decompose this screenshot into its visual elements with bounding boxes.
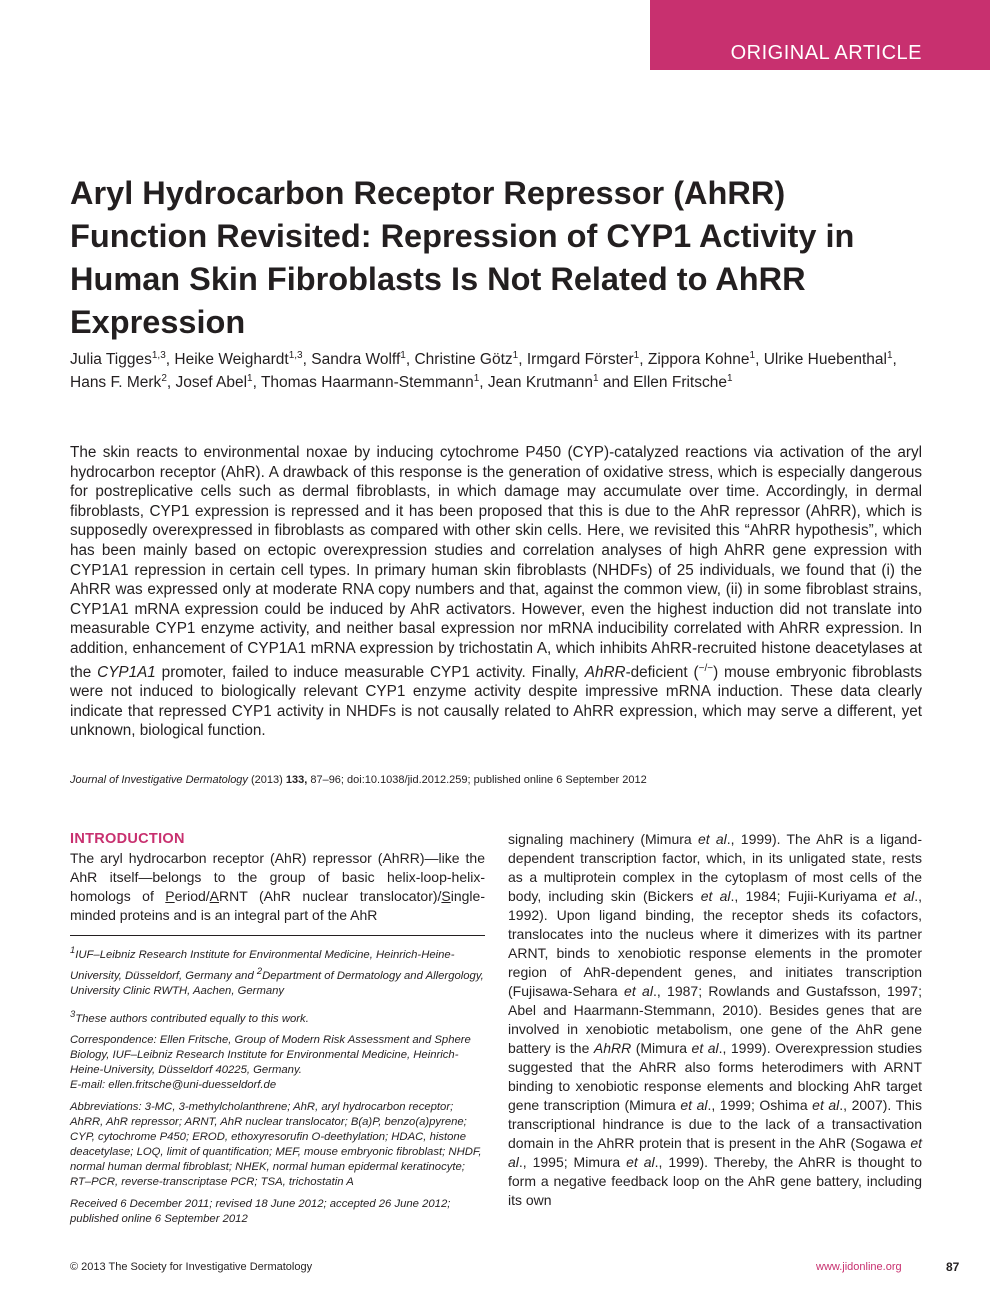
intro-underline-p: P [165, 888, 175, 904]
correspondence-text: Correspondence: Ellen Fritsche, Group of Modern Risk Assessment and Sphere Biology, IUF–Leibniz Research Institute for Environmental Medicine, Heinrich-Heine-University, Düsseldorf 40225, Germany. [70, 1034, 471, 1077]
intro-underline-s: S [441, 888, 451, 904]
author-name: Hans F. Merk [70, 374, 162, 391]
footer-website-link[interactable]: www.jidonline.org [816, 1261, 902, 1273]
author-name: Ulrike Huebenthal [763, 351, 887, 368]
correspondence-email-link[interactable]: E-mail: ellen.fritsche@uni-duesseldorf.de [70, 1079, 277, 1092]
intro-text-sim: ingle-minded proteins and is an integral part of the AhR [70, 888, 485, 923]
italic-text: AhRR [593, 1040, 632, 1056]
abstract-text-4: ) mouse embryonic fibroblasts were not induced to biologically relevant CYP1 enzyme activity despite impressive mRNA induction. These data clearly indicate that repressed CYP1 activity in NHDFs is not causally related to AhRR expression, which may serve a different, yet unknown, biological function. [70, 663, 922, 740]
abstract-text-2: promoter, failed to induce measurable CYP1 activity. Finally, [155, 663, 585, 681]
author-affiliation: 1,3 [288, 349, 303, 361]
author-name: Jean Krutmann [487, 374, 594, 391]
author-list: Julia Tigges$^{1,3}$, Heike Weighardt$^{1,3}$, Sandra Wolff$^1$, Christine Götz$^1$, Irmgard Förster$^1$, Zippora Kohne$^1$, Ulrike Huebenthal$^1$, Hans F. Merk$^2$, Josef Abel$^1$, Thomas Haarmann-Stemmann$^1$, Jean Krutmann$^1$ and Ellen Fritsche$^1$ [70, 349, 897, 391]
footnote-divider [70, 935, 485, 936]
intro-text-period: eriod/ [174, 888, 210, 904]
citation-details: 87–96; doi:10.1038/jid.2012.259; published online 6 September 2012 [307, 774, 647, 786]
equal-contribution-footnote [70, 1006, 485, 1027]
abstract-text-3: -deficient ( [625, 663, 699, 681]
abstract-superscript: −/− [698, 662, 714, 674]
article-type-banner [650, 0, 990, 70]
affil-text-1: IUF–Leibniz Research Institute for Environmental Medicine, Heinrich-Heine-University, Düsseldorf, Germany and [70, 948, 455, 982]
introduction-paragraph-right: signaling machinery (Mimura et al., 1999). The AhR is a ligand-dependent transcription factor, which, in its unligated state, rests as a multiprotein complex in the cytoplasm of most cells of the body, including skin (Bickers et al., 1984; Fujii-Kuriyama et al., 1992). Upon ligand binding, the receptor sheds its cofactors, translocates into the nucleus where it dimerizes with its partner ARNT, binds to xenobiotic response elements in the promoter region of AhR-dependent genes, and initiates transcription (Fujisawa-Sehara et al., 1987; Rowlands and Gustafsson, 1997; Abel and Haarmann-Stemmann, 2010). Besides genes that are involved in xenobiotic metabolism, one gene of the AhR gene battery is the AhRR (Mimura et al., 1999). Overexpression studies suggested that the AhRR also forms heterodimers with ARNT binding to xenobiotic response elements and blocking AhR target gene transcription (Mimura et al., 1999; Oshima et al., 2007). This transcriptional hindrance is due to the lack of a transactivation domain in the AhRR protein that is present in the AhR (Sogawa et al., 1995; Mimura et al., 1999). Thereby, the AhRR is thought to form a negative feedback loop on the AhR gene battery, including its own [508, 831, 923, 1208]
abbreviations-footnote: Abbreviations: 3-MC, 3-methylcholanthrene; AhR, aryl hydrocarbon receptor; AhRR, AhR repressor; ARNT, AhR nuclear translocator; B(a)P, benzo(a)pyrene; CYP, cytochrome P450; EROD, ethoxyresorufin O-deethylation; HDAC, histone deacetylase; LOQ, limit of quantification; MEF, mouse embryonic fibroblast; NHDF, normal human dermal fibroblast; NHEK, normal human epidermal keratinocyte; RT–PCR, reverse-transcriptase PCR; TSA, trichostatin A [70, 1101, 482, 1189]
introduction-paragraph-left [70, 849, 485, 925]
affil-sup-2: 2 [256, 964, 263, 976]
page-number: 87 [946, 1260, 960, 1274]
italic-text: et al [884, 888, 915, 904]
author-name: Christine Götz [414, 351, 513, 368]
citation-line [70, 773, 930, 787]
author-name: Sandra Wolff [311, 351, 401, 368]
author-affiliation: 1 [726, 372, 733, 384]
author-affiliation: 1 [633, 349, 640, 361]
abstract [70, 443, 922, 741]
author-affiliation: 1 [593, 372, 599, 384]
author-affiliation: 1 [749, 349, 756, 361]
italic-text: et al [626, 1154, 655, 1170]
article-type-label: ORIGINAL ARTICLE [730, 42, 922, 64]
abstract-text-1: The skin reacts to environmental noxae by inducing cytochrome P450 (CYP)-catalyzed reactions via activation of the aryl hydrocarbon receptor (AhR). A drawback of this response is the generation of oxidative stress, which is especially dangerous for postreplicative cells such as dermal fibroblasts, in which damage may accumulate over time. Accordingly, in dermal fibroblasts, CYP1 expression is repressed and it has been proposed that this is due to the AhR repressor (AhRR), which is supposedly overexpressed in fibroblasts as compared with other skin cells. Here, we revisited this “AhRR hypothesis”, which has been mainly based on ectopic overexpression studies and correlation analyses of high AhRR gene expression with CYP1A1 repression in certain cell types. In primary human skin fibroblasts (NHDFs) of 25 individuals, we found that (i) the AhRR was expressed only at moderate RNA copy numbers and that, against the common view, (ii) in some fibroblast strains, CYP1A1 mRNA expression could be induced by AhR activators. However, even the highest induction did not translate into measurable CYP1 enzyme activity, and neither basal expression nor mRNA inducibility correlated with AhRR expression. In addition, enhancement of CYP1A1 mRNA expression by trichostatin A, which inhibits AhRR-recruited histone deacetylases at the [70, 444, 922, 681]
abstract-gene-name: CYP1A1 [97, 663, 156, 681]
affil-text-2: Department of Dermatology and Allergology, University Clinic RWTH, Aachen, Germany [70, 969, 484, 997]
left-column [70, 830, 485, 1234]
author-name: Ellen Fritsche [633, 374, 727, 391]
footer-copyright: © 2013 The Society for Investigative Dermatology [70, 1261, 313, 1273]
author-affiliation: 1 [473, 372, 480, 384]
equal-text: These authors contributed equally to this work. [75, 1012, 309, 1025]
italic-text: et al [624, 983, 653, 999]
italic-text: et al [700, 888, 731, 904]
author-affiliation: 1 [247, 372, 253, 384]
author-affiliation: 1 [400, 349, 406, 361]
affiliation-footnote [70, 942, 485, 999]
author-affiliation: 2 [161, 372, 167, 384]
author-name: Heike Weighardt [174, 351, 289, 368]
citation-year: (2013) [247, 774, 286, 786]
author-affiliation: 1 [886, 349, 893, 361]
author-name: Thomas Haarmann-Stemmann [260, 374, 474, 391]
italic-text: et al [691, 1040, 719, 1056]
article-title: Aryl Hydrocarbon Receptor Repressor (AhRR) Function Revisited: Repression of CYP1 Activity in Human Skin Fibroblasts Is Not Related to AhRR Expression [70, 175, 855, 340]
citation-journal: Journal of Investigative Dermatology [70, 774, 248, 786]
italic-text: et al [697, 831, 727, 847]
citation-volume: 133, [285, 774, 308, 786]
italic-text: et al [680, 1097, 708, 1113]
correspondence-footnote [70, 1033, 485, 1093]
intro-underline-a: A [209, 888, 220, 904]
author-name: Irmgard Förster [526, 351, 634, 368]
equal-sup: 3 [70, 1007, 76, 1019]
author-affiliation: 1 [512, 349, 519, 361]
introduction-heading: INTRODUCTION [70, 831, 185, 847]
intro-text-a: The aryl hydrocarbon receptor (AhR) repressor (AhRR)—like the AhR itself—belongs to the group of basic helix-loop-helix-homologs of [70, 850, 485, 904]
author-name: Josef Abel [175, 374, 248, 391]
intro-text-arnt: RNT (AhR nuclear translocator)/ [219, 888, 442, 904]
italic-text: et al [812, 1097, 840, 1113]
right-column [508, 830, 922, 1210]
author-affiliation: 1,3 [151, 349, 166, 361]
abstract-gene-name-2: AhRR [584, 663, 626, 681]
italic-text: et al [508, 1135, 922, 1170]
author-name: Zippora Kohne [647, 351, 750, 368]
affil-sup-1: 1 [70, 944, 76, 955]
author-name: Julia Tigges [70, 351, 152, 368]
received-dates-footnote: Received 6 December 2011; revised 18 June 2012; accepted 26 June 2012; published online 6 September 2012 [70, 1198, 451, 1226]
